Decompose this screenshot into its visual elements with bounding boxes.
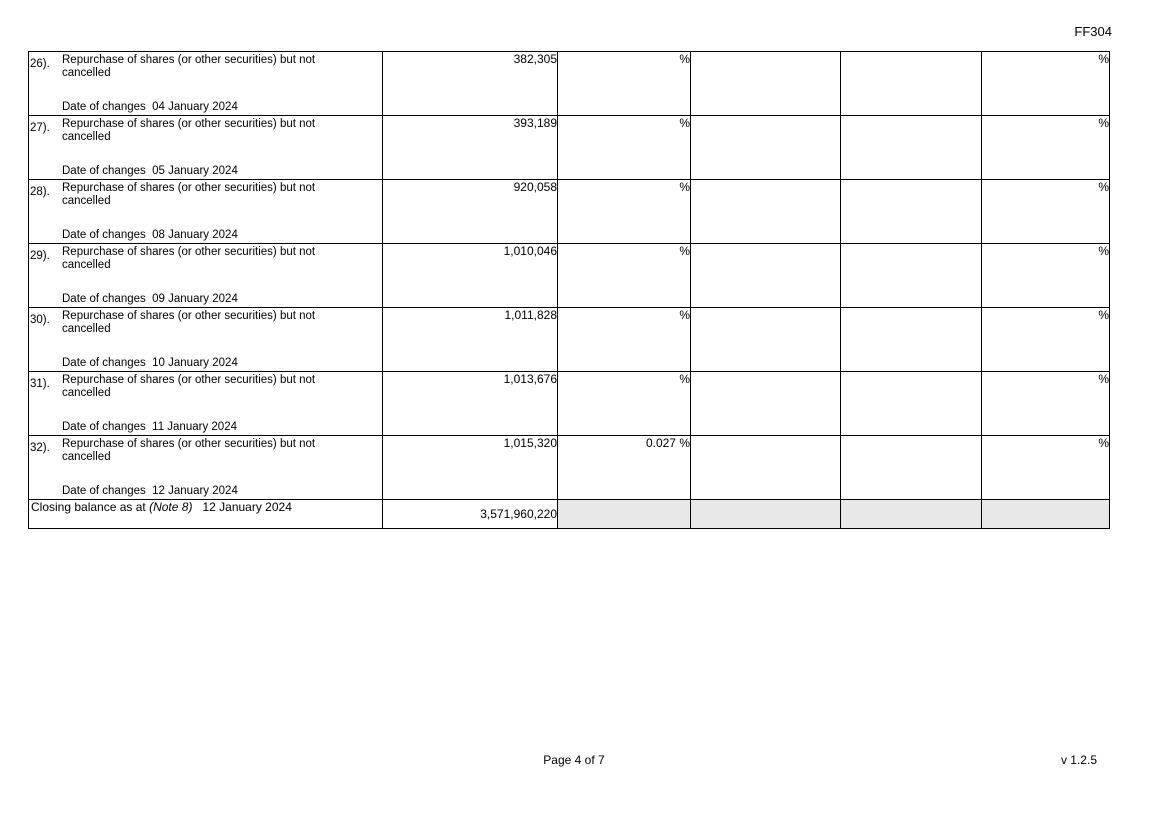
form-code: FF304 [1074,24,1112,39]
version-label: v 1.2.5 [1060,753,1097,767]
shares-value: 1,010,046 [383,244,558,308]
closing-balance-row [29,500,1110,529]
table-row [29,308,1110,372]
closing-grey-cell-2 [691,500,841,529]
table-row [29,372,1110,436]
description-cell [29,116,383,180]
empty-cell [691,308,841,372]
description-cell [29,244,383,308]
table-row [29,180,1110,244]
closing-label-text: Closing balance as at [31,500,146,514]
date-value: 04 January 2024 [152,101,238,113]
row-date-line [62,101,238,113]
closing-grey-cell-3 [841,500,982,529]
percent-cell: % [558,180,691,244]
closing-balance-value: 3,571,960,220 [383,500,558,529]
row-date-line [62,293,238,305]
percent-cell: % [558,244,691,308]
empty-cell [841,436,982,500]
percent-cell: % [558,52,691,116]
page-number: Page 4 of 7 [543,753,605,767]
shares-value: 1,011,828 [383,308,558,372]
share-changes-table [28,51,1110,529]
row-number: 29). [30,250,50,262]
percent-cell: 0.027 % [558,436,691,500]
date-value: 09 January 2024 [152,293,238,305]
shares-value: 382,305 [383,52,558,116]
closing-date: 12 January 2024 [202,500,292,514]
description-cell [29,436,383,500]
row-description: Repurchase of shares (or other securities) but not cancelled [62,182,316,207]
row-number: 32). [30,442,50,454]
empty-cell [841,244,982,308]
percent-cell: % [558,308,691,372]
row-number: 28). [30,186,50,198]
empty-cell [691,52,841,116]
closing-grey-cell-4 [982,500,1110,529]
table-row [29,116,1110,180]
empty-cell [691,372,841,436]
row-number: 30). [30,314,50,326]
row-date-line [62,357,238,369]
empty-cell [841,180,982,244]
date-value: 05 January 2024 [152,165,238,177]
row-description: Repurchase of shares (or other securities) but not cancelled [62,54,316,79]
table-row [29,52,1110,116]
empty-cell [691,436,841,500]
empty-cell [691,244,841,308]
empty-cell [691,116,841,180]
row-number: 31). [30,378,50,390]
percent-cell-2: % [982,372,1110,436]
table-body [29,52,1110,529]
empty-cell [841,116,982,180]
closing-balance-label [29,500,383,529]
date-label: Date of changes [62,293,146,305]
percent-cell-2: % [982,244,1110,308]
empty-cell [841,308,982,372]
row-date-line [62,229,238,241]
shares-value: 393,189 [383,116,558,180]
row-description: Repurchase of shares (or other securities) but not cancelled [62,118,316,143]
description-cell [29,52,383,116]
percent-cell-2: % [982,308,1110,372]
row-description: Repurchase of shares (or other securities) but not cancelled [62,438,316,463]
row-date-line [62,421,237,433]
percent-cell-2: % [982,52,1110,116]
percent-cell: % [558,116,691,180]
date-label: Date of changes [62,421,146,433]
row-description: Repurchase of shares (or other securities) but not cancelled [62,310,316,335]
date-value: 08 January 2024 [152,229,238,241]
shares-value: 1,013,676 [383,372,558,436]
empty-cell [691,180,841,244]
row-description: Repurchase of shares (or other securities) but not cancelled [62,246,316,271]
row-date-line [62,485,238,497]
percent-cell: % [558,372,691,436]
closing-grey-cell-1 [558,500,691,529]
percent-cell-2: % [982,116,1110,180]
empty-cell [841,372,982,436]
date-value: 12 January 2024 [152,485,238,497]
closing-note: (Note 8) [149,500,193,514]
empty-cell [841,52,982,116]
date-label: Date of changes [62,101,146,113]
date-label: Date of changes [62,229,146,241]
shares-value: 1,015,320 [383,436,558,500]
description-cell [29,372,383,436]
row-number: 27). [30,122,50,134]
date-label: Date of changes [62,485,146,497]
row-number: 26). [30,58,50,70]
table-row [29,436,1110,500]
date-value: 10 January 2024 [152,357,238,369]
date-value: 11 January 2024 [152,421,237,433]
row-description: Repurchase of shares (or other securities) but not cancelled [62,374,316,399]
date-label: Date of changes [62,357,146,369]
row-date-line [62,165,238,177]
table-row [29,244,1110,308]
description-cell [29,180,383,244]
shares-value: 920,058 [383,180,558,244]
date-label: Date of changes [62,165,146,177]
percent-cell-2: % [982,436,1110,500]
percent-cell-2: % [982,180,1110,244]
description-cell [29,308,383,372]
